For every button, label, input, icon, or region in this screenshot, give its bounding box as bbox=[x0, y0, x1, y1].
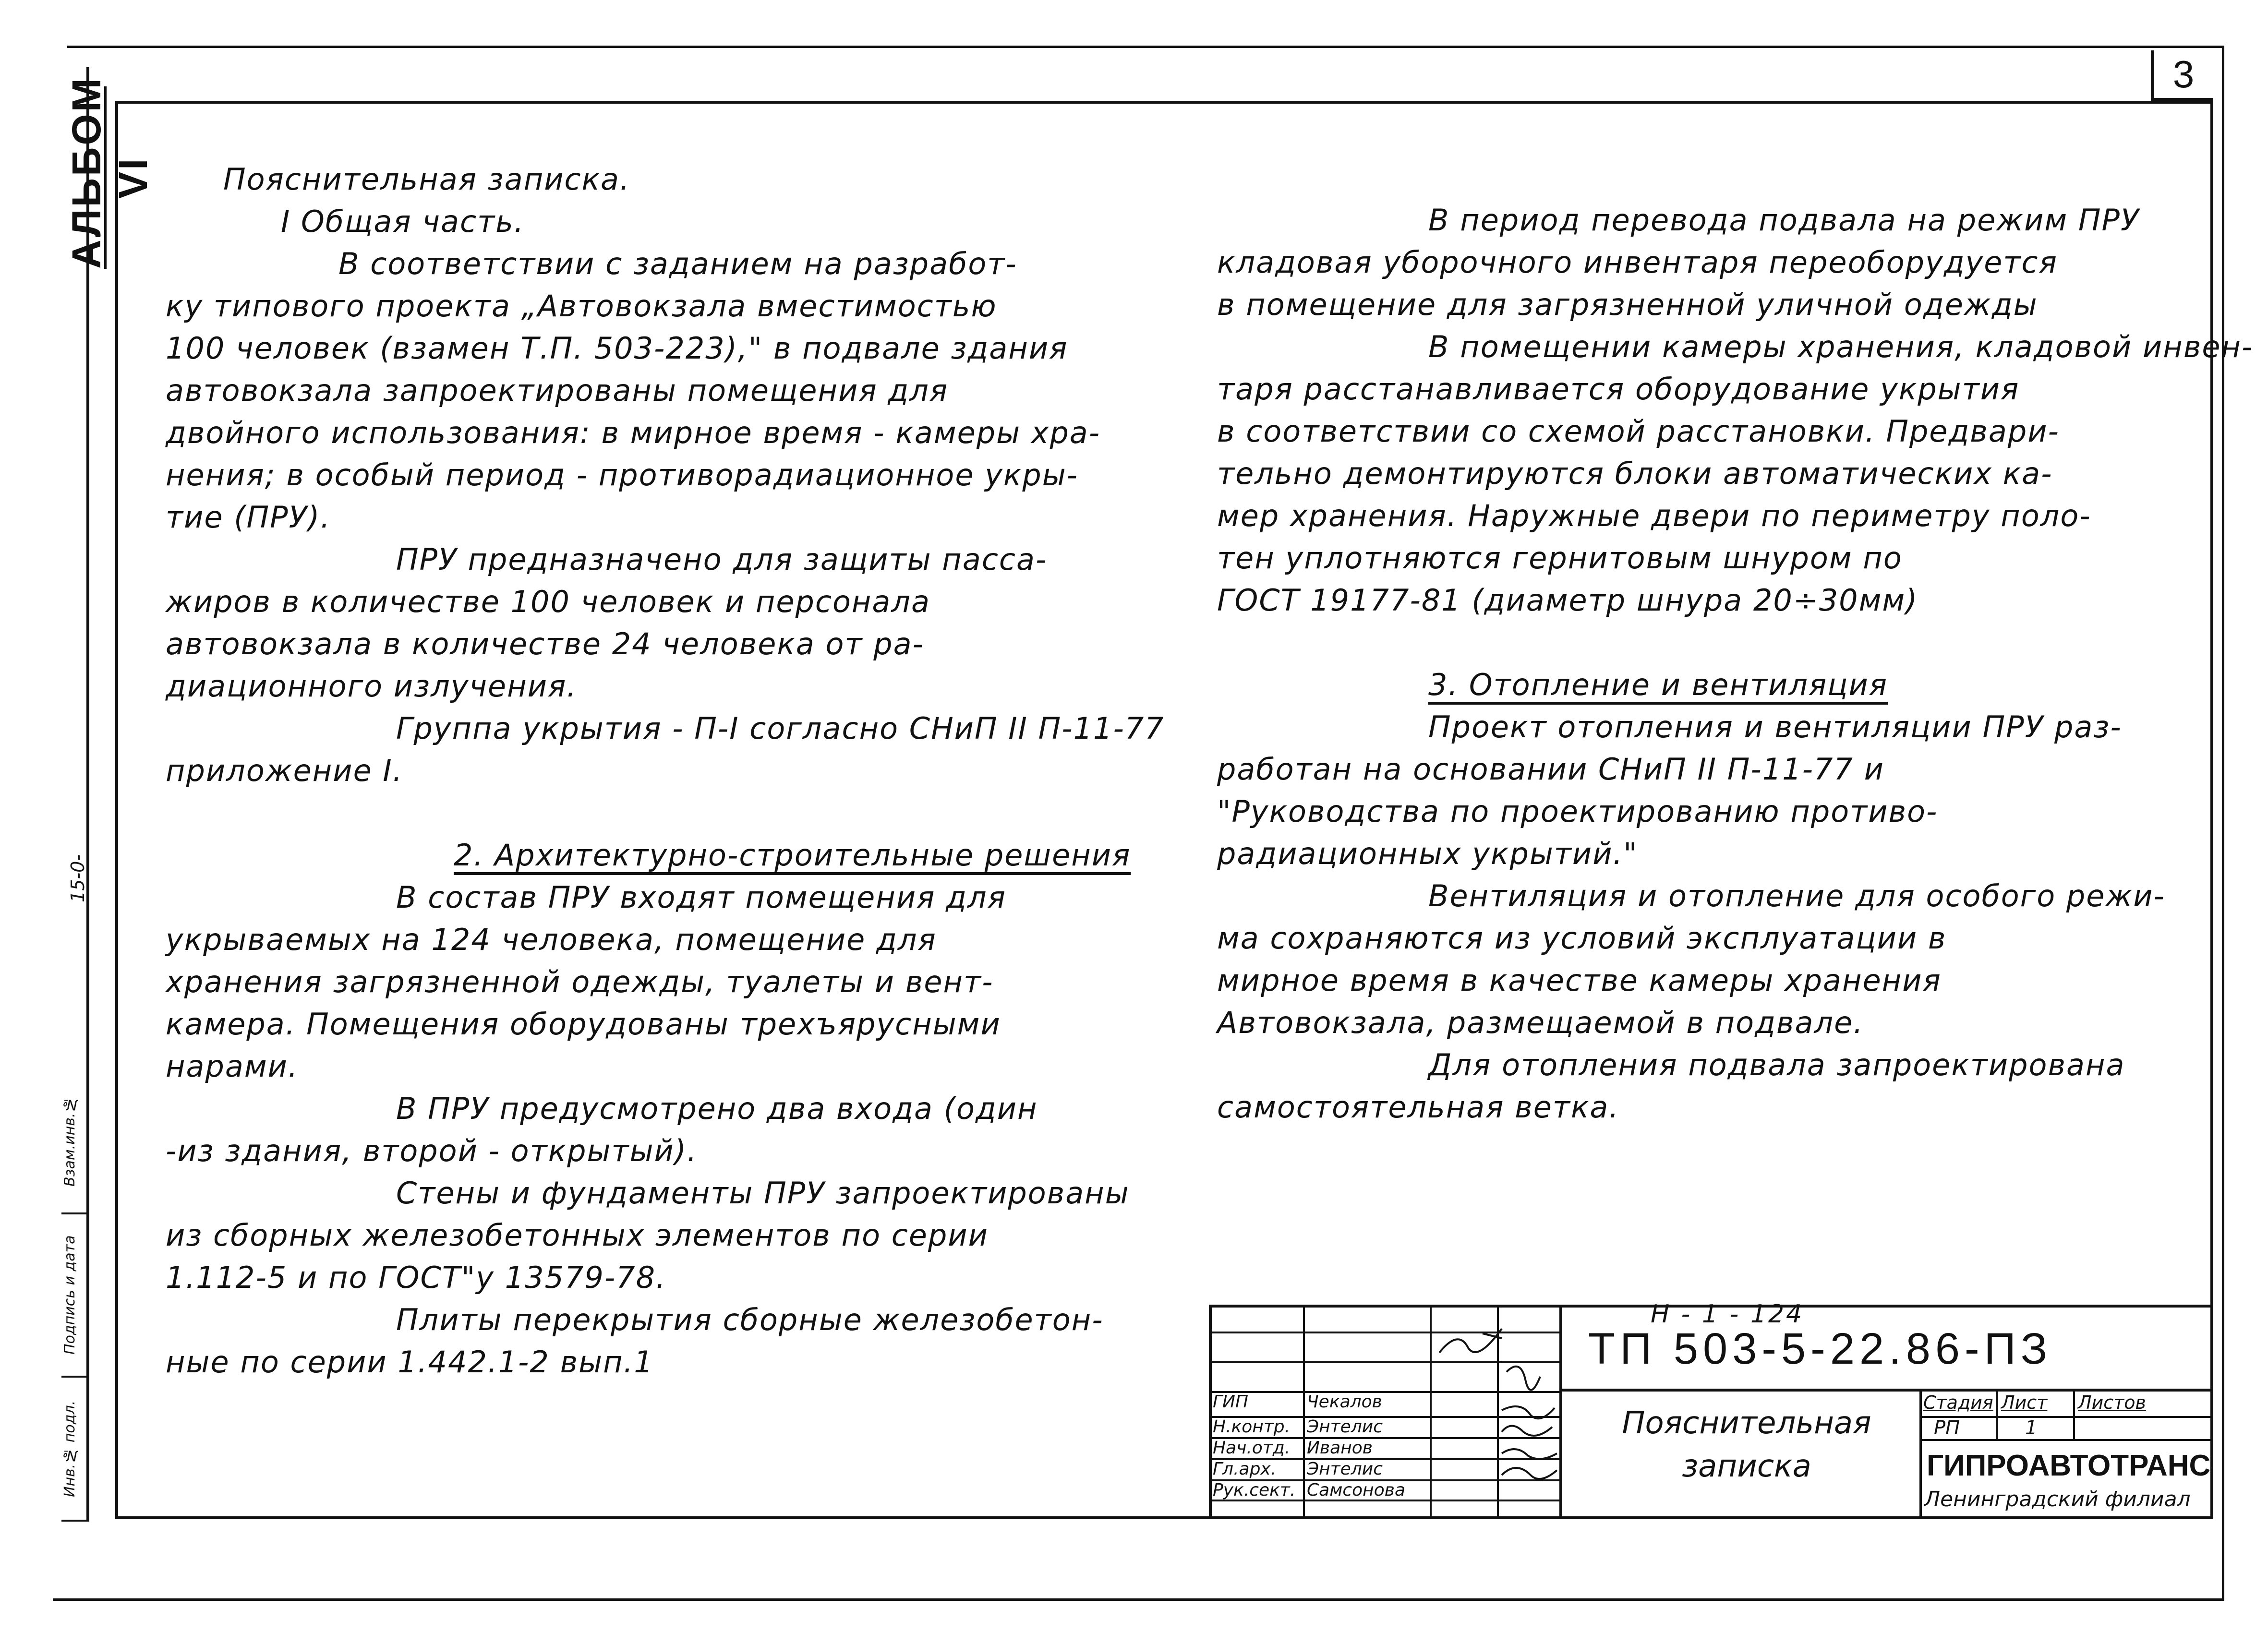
organization-name: ГИПРОАВТОТРАНС bbox=[1927, 1449, 2211, 1482]
left-column-line: двойного использования: в мирное время - камеры хра- bbox=[166, 415, 1101, 450]
left-column-line: -из здания, второй - открытый). bbox=[166, 1133, 698, 1168]
right-column-line: кладовая уборочного инвентаря переоборудуется bbox=[1217, 245, 2058, 280]
left-text-column bbox=[166, 158, 1193, 1383]
left-column-line: В соответствии с заданием на разработ- bbox=[338, 246, 1017, 281]
right-column-line: 3. Отопление и вентиляция bbox=[1428, 667, 1888, 702]
right-text-column bbox=[1217, 199, 2254, 1128]
left-column-line: В ПРУ предусмотрено два входа (один bbox=[396, 1091, 1038, 1126]
left-column-line: 100 человек (взамен Т.П. 503-223)," в подвале здания bbox=[166, 331, 1068, 366]
left-column-line: укрываемых на 124 человека, помещение для bbox=[166, 922, 937, 957]
left-column-line: тие (ПРУ). bbox=[166, 500, 331, 535]
organization-branch: Ленинградский филиал bbox=[1924, 1487, 2191, 1512]
signatory-role: ГИП bbox=[1213, 1392, 1249, 1412]
left-column-line: ку типового проекта „Автовокзала вместимостью bbox=[166, 288, 997, 324]
right-column-line: В помещении камеры хранения, кладовой инвен- bbox=[1428, 329, 2254, 364]
sheet-title-line-1: Пояснительная bbox=[1622, 1405, 1871, 1441]
left-column-line: приложение I. bbox=[166, 753, 403, 788]
right-column-line: таря расстанавливается оборудование укрытия bbox=[1217, 372, 2020, 407]
right-column-line bbox=[1217, 622, 2206, 664]
strip-cell-inventory: Инв.№ подл. bbox=[61, 1378, 88, 1522]
right-column-line: самостоятельная ветка. bbox=[1217, 1090, 1620, 1125]
right-column-line: Автовокзала, размещаемой в подвале. bbox=[1217, 1005, 1864, 1040]
designation-top: Н - 1 - 124 bbox=[1651, 1300, 1804, 1329]
signatory-name: Энтелис bbox=[1307, 1417, 1383, 1437]
left-column-line: Плиты перекрытия сборные железобетон- bbox=[396, 1302, 1104, 1337]
stage-label: Стадия bbox=[1923, 1392, 1993, 1413]
left-column-line: нарами. bbox=[166, 1049, 299, 1084]
right-column-line: тельно демонтируются блоки автоматических ка- bbox=[1217, 456, 2053, 491]
signatory-name: Иванов bbox=[1307, 1438, 1373, 1458]
signatory-role: Рук.сект. bbox=[1213, 1480, 1296, 1500]
signatures-drawing bbox=[1497, 1353, 1559, 1516]
left-column-line: Группа укрытия - П-I согласно СНиП II П-11-77 bbox=[396, 711, 1165, 746]
left-column-line: 2. Архитектурно-строительные решения bbox=[454, 838, 1131, 873]
right-column-line: "Руководства по проектированию противо- bbox=[1217, 794, 1938, 829]
right-column-line: ма сохраняются из условий эксплуатации в bbox=[1217, 921, 1947, 956]
sheet-label: Лист bbox=[2001, 1392, 2048, 1413]
left-column-line: ные по серии 1.442.1-2 вып.1 bbox=[166, 1344, 654, 1380]
right-column-line: мер хранения. Наружные двери по периметру поло- bbox=[1217, 498, 2091, 533]
outer-border-top bbox=[67, 46, 2223, 48]
signatory-name: Чекалов bbox=[1307, 1392, 1382, 1412]
left-column-line: Пояснительная записка. bbox=[223, 162, 630, 197]
strip-cell-signature: Подпись и дата bbox=[61, 1214, 88, 1378]
left-column-line: Стены и фундаменты ПРУ запроектированы bbox=[396, 1176, 1130, 1211]
stage-value: РП bbox=[1934, 1417, 1960, 1439]
left-column-line: автовокзала в количестве 24 человека от ра- bbox=[166, 626, 924, 661]
title-block bbox=[1209, 1300, 2213, 1519]
right-column-line: ГОСТ 19177-81 (диаметр шнура 20÷30мм) bbox=[1217, 583, 1918, 618]
strip-stamp-number: 15-0- bbox=[67, 854, 88, 902]
signature-chief bbox=[1425, 1324, 1521, 1362]
outer-border-bottom bbox=[53, 1598, 2223, 1601]
left-column-line: I Общая часть. bbox=[281, 204, 525, 239]
right-column-line: Вентиляция и отопление для особого режи- bbox=[1428, 878, 2165, 913]
right-column-line: Для отопления подвала запроектирована bbox=[1428, 1047, 2125, 1082]
left-column-line: В состав ПРУ входят помещения для bbox=[396, 880, 1006, 915]
sheets-label: Листов bbox=[2078, 1392, 2146, 1413]
signatory-role: Н.контр. bbox=[1213, 1417, 1291, 1437]
sheet-value: 1 bbox=[2025, 1417, 2038, 1439]
signatory-name: Энтелис bbox=[1307, 1459, 1383, 1479]
signatory-role: Нач.отд. bbox=[1213, 1438, 1291, 1458]
right-column-line: тен уплотняются гернитовым шнуром по bbox=[1217, 540, 1903, 576]
left-column-line: нения; в особый период - противорадиационное укры- bbox=[166, 457, 1079, 492]
right-column-line: работан на основании СНиП II П-11-77 и bbox=[1217, 752, 1884, 787]
right-column-line: В период перевода подвала на режим ПРУ bbox=[1428, 203, 2140, 238]
sheet-title-line-2: записка bbox=[1682, 1449, 1811, 1484]
right-column-line: мирное время в качестве камеры хранения bbox=[1217, 963, 1942, 998]
signatory-name: Самсонова bbox=[1307, 1480, 1406, 1500]
left-column-line: из сборных железобетонных элементов по серии bbox=[166, 1218, 989, 1253]
left-column-line: жиров в количестве 100 человек и персонала bbox=[166, 584, 931, 619]
strip-cell-replacement: Взам.инв.№ bbox=[61, 1070, 88, 1214]
left-column-line: хранения загрязненной одежды, туалеты и вент- bbox=[166, 964, 994, 999]
left-column-line: камера. Помещения оборудованы трехъярусными bbox=[166, 1007, 1001, 1042]
right-column-line: радиационных укрытий." bbox=[1217, 836, 1638, 871]
document-designation: ТП 503-5-22.86-ПЗ bbox=[1588, 1324, 2052, 1373]
left-column-line: 1.112-5 и по ГОСТ"у 13579-78. bbox=[166, 1260, 666, 1295]
signatory-role: Гл.арх. bbox=[1213, 1459, 1277, 1479]
left-column-line: автовокзала запроектированы помещения для bbox=[166, 373, 949, 408]
left-column-line bbox=[166, 792, 1193, 834]
right-column-line: в помещение для загрязненной уличной одежды bbox=[1217, 287, 2038, 322]
left-column-line: ПРУ предназначено для защиты пасса- bbox=[396, 542, 1048, 577]
album-label: АЛЬБОМ VI bbox=[64, 76, 156, 269]
right-column-line: в соответствии со схемой расстановки. Предвари- bbox=[1217, 414, 2060, 449]
right-column-line: Проект отопления и вентиляции ПРУ раз- bbox=[1428, 709, 2122, 744]
left-column-line: диационного излучения. bbox=[166, 669, 577, 704]
outer-border-right bbox=[2222, 46, 2224, 1601]
page-number: 3 bbox=[2151, 50, 2213, 101]
